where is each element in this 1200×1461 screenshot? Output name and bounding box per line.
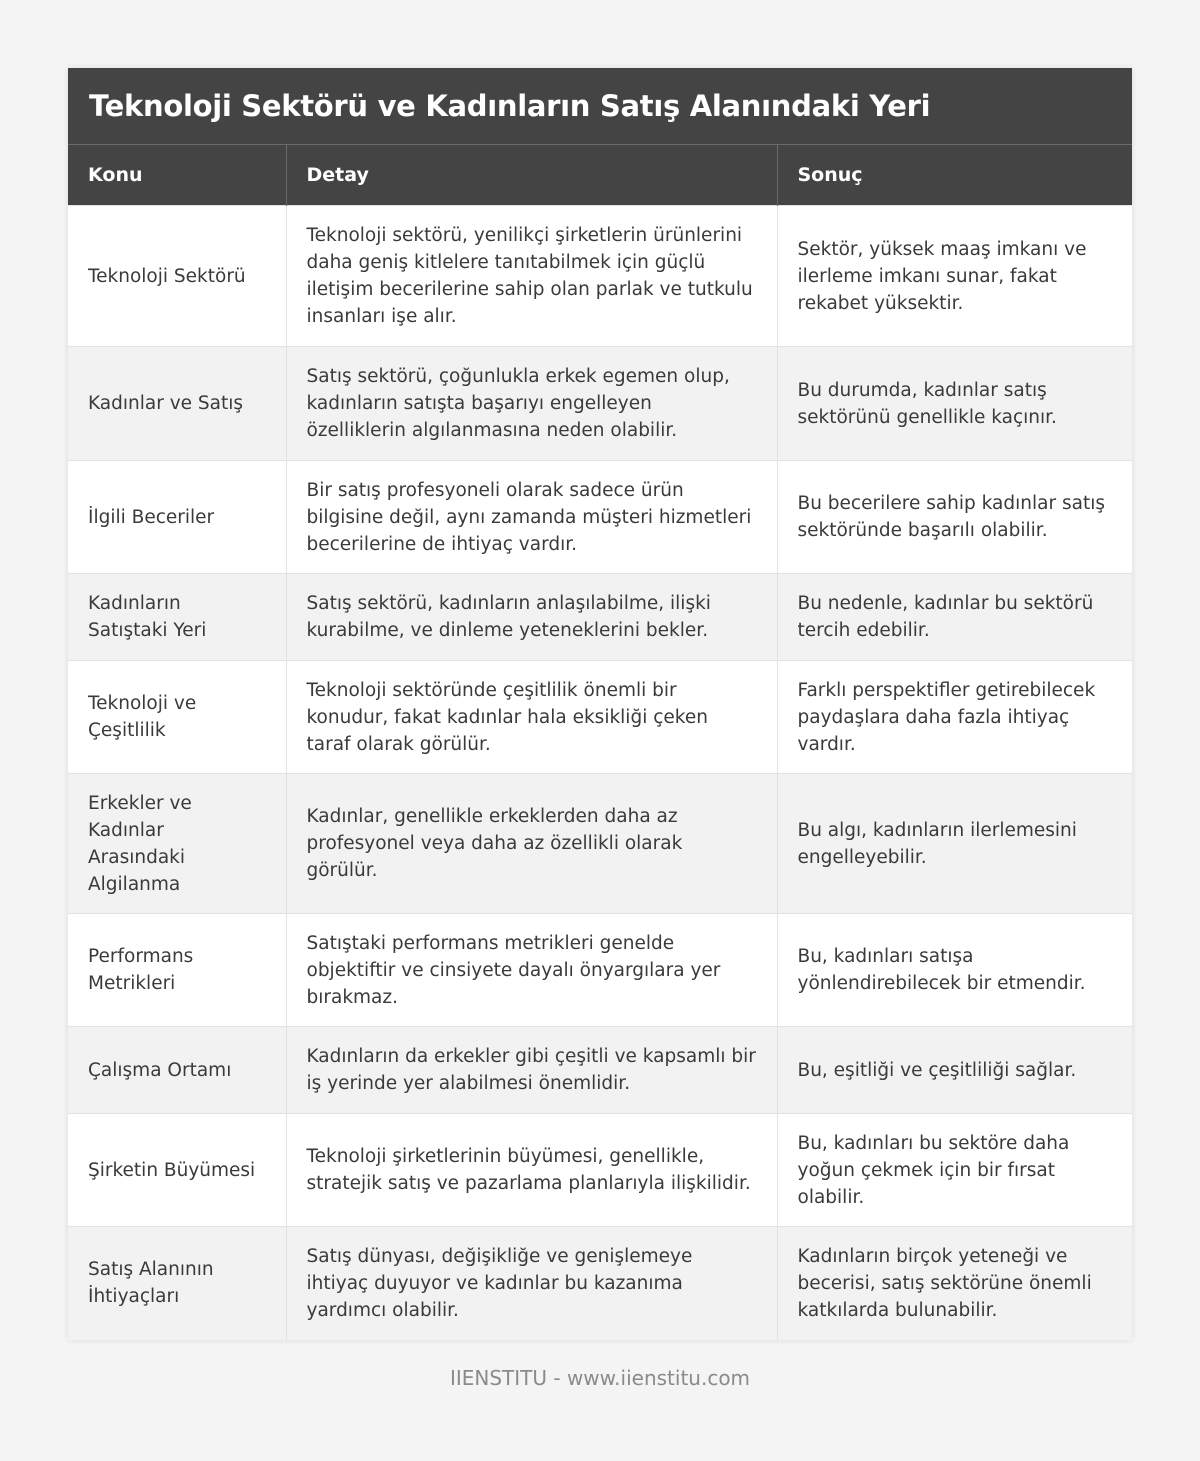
cell-detay: Teknoloji sektöründe çeşitlilik önemli bir konudur, fakat kadınlar hala eksikliği çeken taraf olarak görülür.: [286, 661, 777, 774]
cell-sonuc: Bu, kadınları satışa yönlendirebilecek bir etmendir.: [777, 914, 1132, 1027]
table-card: [68, 68, 1132, 1340]
data-table: [68, 144, 1132, 1340]
cell-detay: Bir satış profesyoneli olarak sadece ürün bilgisine değil, aynı zamanda müşteri hizmetleri becerilerine de ihtiyaç vardır.: [286, 461, 777, 574]
cell-konu: Kadınlar ve Satış: [68, 347, 286, 461]
table-row: [68, 347, 1132, 461]
footer-credit: IIENSTITU - www.iienstitu.com: [449, 1366, 751, 1390]
table-row: [68, 206, 1132, 347]
cell-detay: Teknoloji sektörü, yenilikçi şirketlerin ürünlerini daha geniş kitlelere tanıtabilmek için güçlü iletişim becerilerine sahip olan parlak ve tutkulu insanları işe alır.: [286, 206, 777, 347]
table-row: [68, 1027, 1132, 1114]
cell-konu: İlgili Beceriler: [68, 461, 286, 574]
table-row: [68, 661, 1132, 774]
cell-sonuc: Kadınların birçok yeteneği ve becerisi, satış sektörüne önemli katkılarda bulunabilir.: [777, 1227, 1132, 1340]
cell-detay: Kadınlar, genellikle erkeklerden daha az profesyonel veya daha az özellikli olarak görülür.: [286, 774, 777, 914]
table-row: [68, 1227, 1132, 1340]
cell-sonuc: Bu becerilere sahip kadınlar satış sektöründe başarılı olabilir.: [777, 461, 1132, 574]
cell-detay: Satış dünyası, değişikliğe ve genişlemeye ihtiyaç duyuyor ve kadınlar bu kazanıma yardımcı olabilir.: [286, 1227, 777, 1340]
cell-konu: Şirketin Büyümesi: [68, 1114, 286, 1227]
column-header-sonuc: Sonuç: [777, 145, 1132, 206]
table-row: [68, 574, 1132, 661]
cell-sonuc: Farklı perspektifler getirebilecek paydaşlara daha fazla ihtiyaç vardır.: [777, 661, 1132, 774]
cell-detay: Kadınların da erkekler gibi çeşitli ve kapsamlı bir iş yerinde yer alabilmesi önemlidir.: [286, 1027, 777, 1114]
cell-konu: Satış Alanının İhtiyaçları: [68, 1227, 286, 1340]
cell-sonuc: Bu durumda, kadınlar satış sektörünü genellikle kaçınır.: [777, 347, 1132, 461]
table-row: [68, 461, 1132, 574]
table-row: [68, 914, 1132, 1027]
table-row: [68, 1114, 1132, 1227]
column-header-konu: Konu: [68, 145, 286, 206]
cell-konu: Çalışma Ortamı: [68, 1027, 286, 1114]
cell-konu: Kadınların Satıştaki Yeri: [68, 574, 286, 661]
title-bar: [68, 68, 1132, 144]
cell-konu: Performans Metrikleri: [68, 914, 286, 1027]
header-row: [68, 145, 1132, 206]
page-title: Teknoloji Sektörü ve Kadınların Satış Alanındaki Yeri: [89, 89, 931, 123]
cell-detay: Satış sektörü, kadınların anlaşılabilme, ilişki kurabilme, ve dinleme yeteneklerini bekler.: [286, 574, 777, 661]
cell-konu: Erkekler ve Kadınlar Arasındaki Algilanma: [68, 774, 286, 914]
cell-detay: Satış sektörü, çoğunlukla erkek egemen olup, kadınların satışta başarıyı engelleyen özelliklerin algılanmasına neden olabilir.: [286, 347, 777, 461]
cell-sonuc: Bu algı, kadınların ilerlemesini engelleyebilir.: [777, 774, 1132, 914]
cell-konu: Teknoloji ve Çeşitlilik: [68, 661, 286, 774]
cell-sonuc: Sektör, yüksek maaş imkanı ve ilerleme imkanı sunar, fakat rekabet yüksektir.: [777, 206, 1132, 347]
cell-sonuc: Bu nedenle, kadınlar bu sektörü tercih edebilir.: [777, 574, 1132, 661]
cell-detay: Satıştaki performans metrikleri genelde objektiftir ve cinsiyete dayalı önyargılara yer bırakmaz.: [286, 914, 777, 1027]
cell-sonuc: Bu, eşitliği ve çeşitliliği sağlar.: [777, 1027, 1132, 1114]
cell-sonuc: Bu, kadınları bu sektöre daha yoğun çekmek için bir fırsat olabilir.: [777, 1114, 1132, 1227]
cell-konu: Teknoloji Sektörü: [68, 206, 286, 347]
cell-detay: Teknoloji şirketlerinin büyümesi, genellikle, stratejik satış ve pazarlama planlarıyla ilişkilidir.: [286, 1114, 777, 1227]
table-row: [68, 774, 1132, 914]
column-header-detay: Detay: [286, 145, 777, 206]
